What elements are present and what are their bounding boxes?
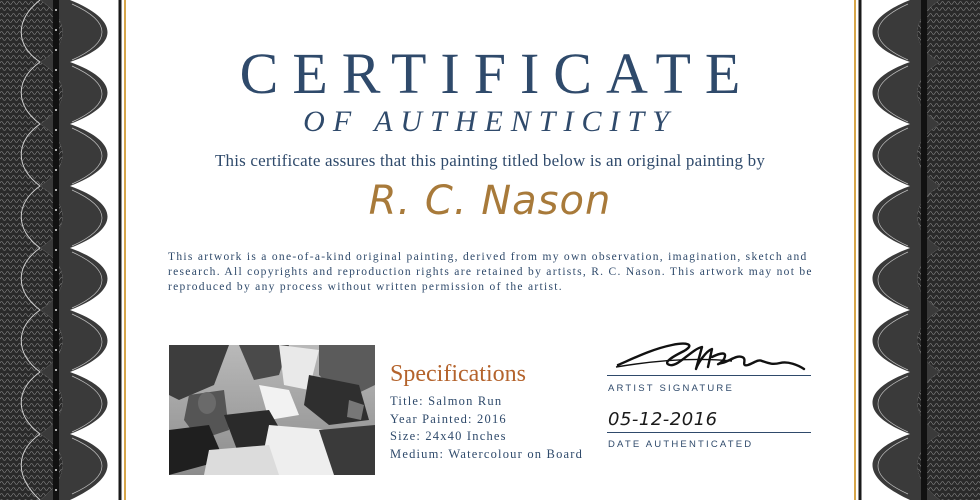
artist-signature-label: ARTIST SIGNATURE — [608, 383, 734, 394]
decorative-border-left — [0, 0, 128, 500]
artist-signature-image — [612, 335, 812, 379]
painting-image — [169, 345, 375, 475]
specifications-list — [390, 393, 583, 463]
date-authenticated-label: DATE AUTHENTICATED — [608, 439, 754, 450]
spec-title: Title: Salmon Run — [390, 394, 503, 408]
spec-size: Size: 24x40 Inches — [390, 429, 507, 443]
specifications-heading: Specifications — [390, 361, 526, 387]
date-authenticated-value: 05-12-2016 — [608, 409, 718, 430]
signature-line — [607, 375, 811, 376]
assurance-text: This certificate assures that this painting titled below is an original painting by — [214, 151, 766, 170]
gold-rule-left — [124, 0, 126, 500]
certificate-subtitle: OF AUTHENTICITY — [303, 105, 677, 138]
certificate-title: CERTIFICATE — [239, 41, 755, 106]
spec-medium: Medium: Watercolour on Board — [390, 446, 584, 461]
spec-year: Year Painted: 2016 — [390, 411, 507, 426]
decorative-border-right — [852, 0, 980, 500]
rights-statement: This artwork is a one-of-a-kind original painting, derived from my own observation, imagination, sketch and research. All copyrights and reproduction rights are retained by artists, R. C. Nason. This artwork may not be reproduced by any process without written permission of the artist. — [168, 251, 813, 293]
date-line — [607, 432, 811, 433]
artist-name: R. C. Nason — [368, 178, 612, 224]
gold-rule-right — [854, 0, 856, 500]
